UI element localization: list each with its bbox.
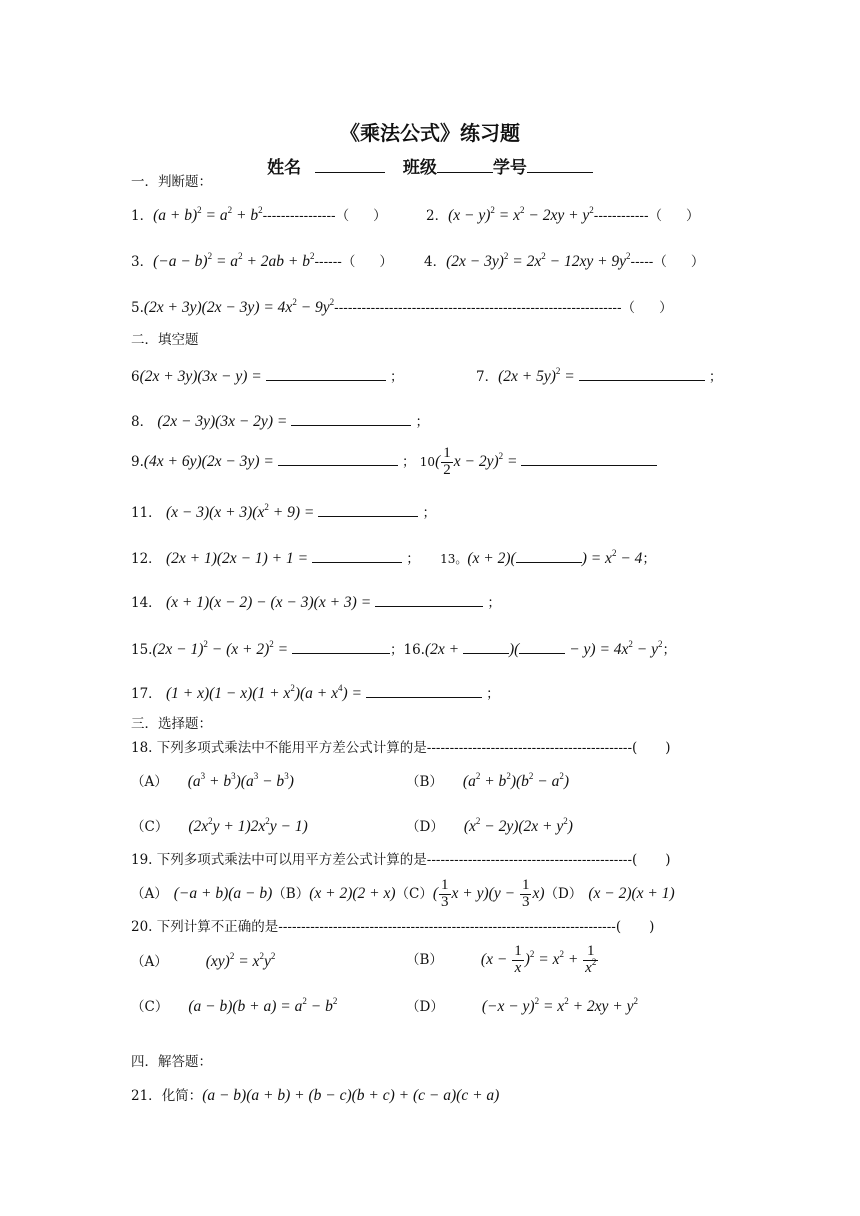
fill-question-15-16: $15.(2x - 1)^2 - (x + 2)^2$ = ；16.(2x + )( − $y) = 4x^2 - y^2$； — [131, 639, 677, 658]
judge-question-1: 1．$(a + b)^2 = a^2 + b^2----------------$（ ） — [131, 205, 387, 224]
q15-answer-blank[interactable] — [292, 641, 390, 654]
q3-expression: $(-a - b)^2 = a^2 + 2ab + b^2$ — [153, 251, 315, 270]
q7-answer-blank[interactable] — [579, 368, 705, 381]
fill-question-7: 7．$(2x + 5y)^2$ = ； — [476, 366, 723, 385]
q2-expression: $(x - y)^2 = x^2 - 2xy + y^2$ — [448, 205, 594, 224]
fill-question-17: 17． $(1 + x)(1 - x)(1 + x^2)(a + x^4)$ = ； — [131, 683, 500, 702]
fill-question-12-13: 12． (2x + 1)(2x − 1) + 1 = ； 13。(x + 2)( ) = $x^2 - 4$； — [131, 548, 656, 567]
q18-option-a[interactable]: （A） $(a^3 + b^3)(a^3 - b^3)$ — [131, 771, 294, 790]
q13-answer-blank[interactable] — [516, 550, 582, 563]
section-heading-judge: 一．判断题： — [131, 174, 212, 190]
student-info-line — [0, 153, 860, 178]
q17-answer-blank[interactable] — [366, 685, 482, 698]
choice-question-18: 18. 下列多项式乘法中不能用平方差公式计算的是---------------------------------------------( ) — [131, 740, 671, 756]
q19-option-a[interactable]: （A） (−a + b)(a − b) — [131, 884, 273, 902]
q20-option-a[interactable]: （A） $(xy)^2 = x^2y^2$ — [131, 951, 276, 970]
answer-question-21: 21．化简：(a − b)(a + b) + (b − c)(b + c) + (c − a)(c + a) — [131, 1087, 500, 1104]
id-label: 学号 — [492, 158, 527, 178]
name-blank[interactable] — [315, 160, 385, 173]
page-title: 《乘法公式》练习题 — [340, 121, 520, 145]
class-blank[interactable] — [437, 160, 493, 173]
q14-answer-blank[interactable] — [375, 594, 483, 607]
q5-expression: $(2x + 3y)(2x - 3y) = 4x^2 - 9y^2$ — [143, 297, 335, 316]
q20-option-d[interactable]: （D） $(-x - y)^2 = x^2 + 2xy + y^2$ — [406, 996, 638, 1015]
q9-answer-blank[interactable] — [278, 453, 398, 466]
q19-option-c[interactable]: （C）( $\frac{1}{3}$ x + y)(y − $\frac{1}{3}$ x) — [395, 877, 545, 910]
fill-question-9-10: 9.(4x + 6y)(2x − 3y) = ； 10( $\frac{1}{2}$ x − 2y)$^2$ = — [131, 446, 657, 479]
q6-answer-blank[interactable] — [266, 368, 386, 381]
judge-question-4: 4．$(2x - 3y)^2 = 2x^2 - 12xy + 9y^2-----$（ ） — [424, 251, 705, 270]
q19-option-b[interactable]: （B）(x + 2)(2 + x) — [272, 884, 396, 902]
id-blank[interactable] — [527, 160, 593, 173]
q1-expression: $(a + b)^2 = a^2 + b^2$ — [153, 205, 263, 224]
choice-question-19: 19. 下列多项式乘法中可以用平方差公式计算的是---------------------------------------------( ) — [131, 852, 671, 868]
q20-option-c[interactable]: （C） $(a - b)(b + a) = a^2 - b^2$ — [131, 996, 338, 1015]
judge-question-5: $5.(2x + 3y)(2x - 3y) = 4x^2 - 9y^2---------------------------------------------------------------$（ ） — [131, 297, 673, 316]
q4-expression: $(2x - 3y)^2 = 2x^2 - 12xy + 9y^2$ — [446, 251, 631, 270]
fill-question-6: 6(2x + 3y)(3x − y) = ； — [131, 368, 404, 385]
choice-question-20: 20. 下列计算不正确的是--------------------------------------------------------------------------( ) — [131, 919, 655, 935]
q19-option-d[interactable]: （D） (x − 2)(x + 1) — [544, 884, 675, 902]
judge-question-3: 3．$(-a - b)^2 = a^2 + 2ab + b^2------$（ ） — [131, 251, 393, 270]
q12-answer-blank[interactable] — [312, 550, 402, 563]
q19-options — [131, 878, 675, 911]
q18-option-d[interactable]: （D） $(x^2 - 2y)(2x + y^2)$ — [406, 816, 573, 835]
name-label: 姓名 — [267, 158, 302, 178]
q8-answer-blank[interactable] — [291, 413, 411, 426]
q20-option-b[interactable]: （B） (x − $\frac{1}{x}$ )$^2 = x^2$ + $\frac{1}{x^2}$ — [406, 943, 597, 976]
q11-answer-blank[interactable] — [318, 504, 418, 517]
q18-option-c[interactable]: （C） $(2x^2y + 1)2x^2y - 1$) — [131, 816, 308, 835]
q10-answer-blank[interactable] — [521, 453, 657, 466]
fill-question-11: 11． $(x - 3)(x + 3)(x^2 + 9)$ = ； — [131, 502, 436, 521]
section-heading-answer: 四．解答题： — [131, 1054, 212, 1070]
q16-answer-blank-2[interactable] — [519, 641, 565, 654]
q18-option-b[interactable]: （B） $(a^2 + b^2)(b^2 - a^2)$ — [406, 771, 570, 790]
section-heading-choice: 三．选择题： — [131, 716, 212, 732]
section-heading-fill: 二．填空题 — [131, 332, 199, 348]
q16-answer-blank-1[interactable] — [463, 641, 509, 654]
fill-question-8: 8． (2x − 3y)(3x − 2y) = ； — [131, 413, 429, 430]
class-label: 班级 — [402, 158, 437, 178]
judge-question-2: 2．$(x - y)^2 = x^2 - 2xy + y^2------------$（ ） — [426, 205, 700, 224]
fill-question-14: 14． (x + 1)(x − 2) − (x − 3)(x + 3) = ； — [131, 594, 501, 611]
fraction-one-half: $\frac{1}{2}$ — [443, 445, 451, 478]
